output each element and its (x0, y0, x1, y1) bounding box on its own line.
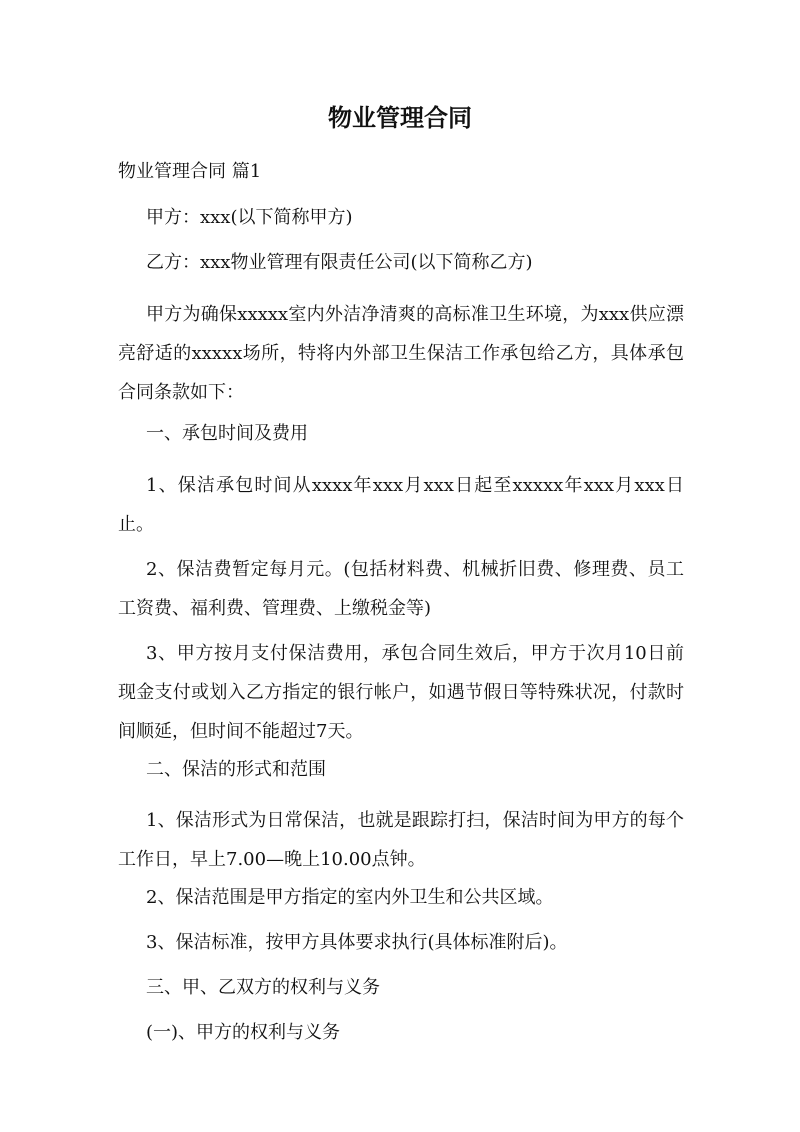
clause-2-1: 1、保洁形式为日常保洁，也就是跟踪打扫，保洁时间为甲方的每个工作日，早上7.00—晚上10.00点钟。 (118, 810, 684, 870)
clause-heading-2: 二、保洁的形式和范围 (146, 759, 326, 780)
party-b-line: 乙方：xxx物业管理有限责任公司(以下简称乙方) (146, 252, 533, 273)
clause-heading-1: 一、承包时间及费用 (146, 423, 308, 444)
clause-1-1: 1、保洁承包时间从xxxx年xxx月xxx日起至xxxxx年xxx月xxx日止。 (118, 475, 684, 535)
intro-paragraph: 甲方为确保xxxxx室内外洁净清爽的高标准卫生环境，为xxx供应漂亮舒适的xxxxx场所，特将内外部卫生保洁工作承包给乙方，具体承包合同条款如下： (118, 304, 684, 403)
clause-1-2: 2、保洁费暂定每月元。(包括材料费、机械折旧费、修理费、员工工资费、福利费、管理费、上缴税金等) (118, 559, 684, 619)
clause-heading-3: 三、甲、乙双方的权利与义务 (146, 977, 380, 998)
clause-1-3: 3、甲方按月支付保洁费用，承包合同生效后，甲方于次月10日前现金支付或划入乙方指定的银行帐户，如遇节假日等特殊状况，付款时间顺延，但时间不能超过7天。 (118, 643, 684, 742)
document-title: 物业管理合同 (328, 103, 472, 132)
party-a-line: 甲方：xxx(以下简称甲方) (146, 207, 353, 228)
sub-heading-party-a: (一)、甲方的权利与义务 (146, 1022, 341, 1043)
clause-2-2: 2、保洁范围是甲方指定的室内外卫生和公共区域。 (146, 887, 554, 908)
clause-2-3: 3、保洁标准，按甲方具体要求执行(具体标准附后)。 (146, 932, 568, 953)
section-heading: 物业管理合同 篇1 (118, 161, 262, 182)
